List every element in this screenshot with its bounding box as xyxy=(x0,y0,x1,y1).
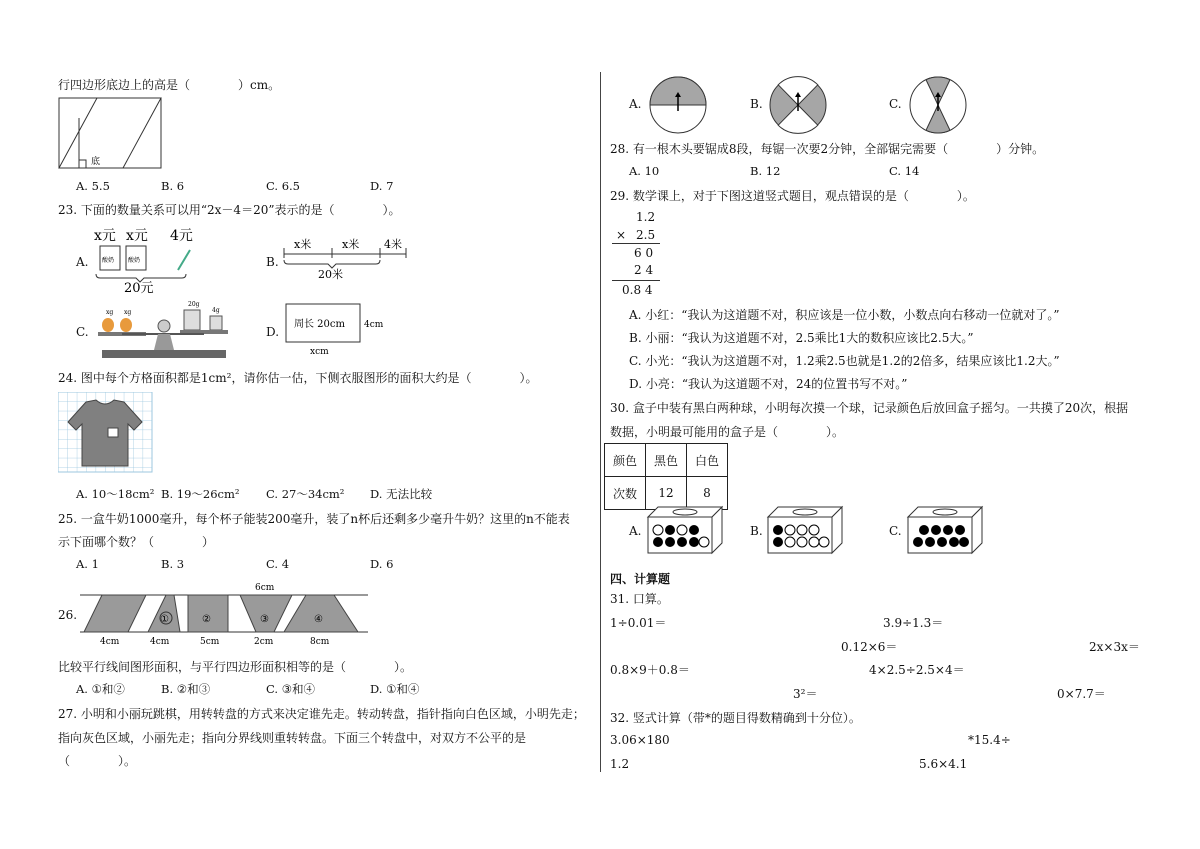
q31-item-3: 0.12×6＝ xyxy=(841,640,898,654)
svg-text:x米: x米 xyxy=(294,238,312,251)
svg-text:周长 20cm: 周长 20cm xyxy=(294,319,345,330)
q30-option-c-label[interactable]: C. xyxy=(889,524,902,538)
q23-option-a-figure xyxy=(92,226,202,294)
q28-option-b[interactable]: B. 12 xyxy=(750,164,781,178)
q27-stem-line3: （ ）。 xyxy=(58,754,137,768)
q29-option-b[interactable]: B. 小丽：“我认为这道题不对，2.5乘比1大的数积应该比2.5大。” xyxy=(629,331,974,345)
q32-item-2: *15.4÷ xyxy=(968,733,1011,747)
svg-text:x米: x米 xyxy=(342,238,360,251)
q26-option-b[interactable]: B. ②和③ xyxy=(161,682,211,696)
q30-option-a-label[interactable]: A. xyxy=(629,524,642,538)
svg-text:4cm: 4cm xyxy=(100,637,120,647)
svg-text:8cm: 8cm xyxy=(310,637,330,647)
q24-option-c[interactable]: C. 27～34cm² xyxy=(266,487,345,501)
q29-option-c[interactable]: C. 小光：“我认为这道题不对，1.2乘2.5也就是1.2的2倍多，结果应该比1.2大。” xyxy=(629,354,1060,368)
svg-text:xcm: xcm xyxy=(310,347,329,356)
q22-option-a[interactable]: A. 5.5 xyxy=(76,179,110,193)
q22-base-label: 底 xyxy=(91,157,101,167)
q28-option-a[interactable]: A. 10 xyxy=(629,164,660,178)
q25-option-d[interactable]: D. 6 xyxy=(370,557,394,571)
svg-text:5cm: 5cm xyxy=(200,637,220,647)
q27-spinner-b xyxy=(768,75,828,135)
q25-option-c[interactable]: C. 4 xyxy=(266,557,290,571)
q30-option-b-label[interactable]: B. xyxy=(750,524,763,538)
q32-title: 32. 竖式计算（带*的题目得数精确到十分位）。 xyxy=(610,711,861,725)
column-divider xyxy=(600,72,601,772)
q27-stem-line2: 指向灰色区域，小丽先走；指向分界线则重转转盘。下面三个转盘中，对双方不公平的是 xyxy=(58,731,527,745)
svg-text:xg: xg xyxy=(106,309,114,316)
q31-item-6: 4×2.5÷2.5×4＝ xyxy=(869,663,965,677)
table-cell-white-count: 8 xyxy=(687,477,728,510)
q31-item-1: 1÷0.01＝ xyxy=(610,616,667,630)
q23-option-d-label[interactable]: D. xyxy=(266,325,280,339)
q25-stem-line1: 25. 一盒牛奶1000毫升，每个杯子能装200毫升，装了n杯后还剩多少毫升牛奶？这里的n不能表 xyxy=(58,512,570,526)
table-cell-black-count: 12 xyxy=(646,477,687,510)
q27-stem-line1: 27. 小明和小丽玩跳棋，用转转盘的方式来决定谁先走。转动转盘，指针指向白色区域，小明先走； xyxy=(58,707,585,721)
svg-text:4g: 4g xyxy=(212,307,220,314)
q25-option-a[interactable]: A. 1 xyxy=(76,557,99,571)
q30-box-c xyxy=(906,505,984,555)
section-title-calculation: 四、计算题 xyxy=(610,572,671,586)
q31-item-2: 3.9÷1.3＝ xyxy=(883,616,944,630)
q29-stem: 29. 数学课上，对于下图这道竖式题目，观点错误的是（ ）。 xyxy=(610,189,975,203)
q26-number: 26. xyxy=(58,608,78,622)
svg-text:酸奶: 酸奶 xyxy=(128,257,141,264)
calc-rule-1 xyxy=(612,243,660,244)
q22-option-c[interactable]: C. 6.5 xyxy=(266,179,300,193)
q26-option-c[interactable]: C. ③和④ xyxy=(266,682,316,696)
q27-spinner-a xyxy=(648,75,708,135)
q24-option-d[interactable]: D. 无法比较 xyxy=(370,487,433,501)
svg-text:4cm: 4cm xyxy=(364,320,384,330)
table-row-label: 次数 xyxy=(605,477,646,510)
q31-item-5: 0.8×9＋0.8＝ xyxy=(610,663,690,677)
q28-option-c[interactable]: C. 14 xyxy=(889,164,920,178)
q23-stem: 23. 下面的数量关系可以用“2x－4＝20”表示的是（ ）。 xyxy=(58,203,401,217)
q30-tally-table xyxy=(604,443,728,510)
svg-text:20米: 20米 xyxy=(318,268,343,281)
svg-text:6cm: 6cm xyxy=(255,583,275,593)
q24-stem: 24. 图中每个方格面积都是1cm²，请你估一估，下侧衣服图形的面积大约是（ ）。 xyxy=(58,371,538,385)
q28-stem: 28. 有一根木头要锯成8段，每锯一次要2分钟，全部锯完需要（ ）分钟。 xyxy=(610,142,1045,156)
calc-rule-2 xyxy=(612,280,660,281)
q31-item-7: 3²＝ xyxy=(793,687,818,701)
svg-text:①: ① xyxy=(160,614,169,625)
q31-title: 31. 口算。 xyxy=(610,592,669,606)
q29-option-a[interactable]: A. 小红：“我认为这道题不对，积应该是一位小数，小数点向右移动一位就对了。” xyxy=(629,308,1060,322)
svg-text:②: ② xyxy=(202,614,211,625)
table-header-black: 黑色 xyxy=(646,444,687,477)
q22-stem: 行四边形底边上的高是（ ）cm。 xyxy=(58,78,281,92)
svg-text:20元: 20元 xyxy=(124,281,154,294)
q23-option-b-label[interactable]: B. xyxy=(266,255,279,269)
q30-box-b xyxy=(766,505,844,555)
q26-stem: 比较平行线间图形面积，与平行四边形面积相等的是（ ）。 xyxy=(58,660,413,674)
q29-option-d[interactable]: D. 小亮：“我认为这道题不对，24的位置书写不对。” xyxy=(629,377,908,391)
q22-option-b[interactable]: B. 6 xyxy=(161,179,185,193)
q32-item-4: 5.6×4.1 xyxy=(919,757,968,771)
q24-shirt-grid-figure xyxy=(58,392,154,474)
q22-option-d[interactable]: D. 7 xyxy=(370,179,394,193)
svg-text:4元: 4元 xyxy=(170,228,193,244)
q27-spinner-c xyxy=(908,75,968,135)
svg-text:④: ④ xyxy=(314,614,323,625)
q26-option-a[interactable]: A. ①和② xyxy=(76,682,125,696)
q23-option-a-label[interactable]: A. xyxy=(76,255,89,269)
q31-item-4: 2x×3x＝ xyxy=(1089,640,1140,654)
q26-parallel-shapes-figure xyxy=(80,580,370,648)
table-header-white: 白色 xyxy=(687,444,728,477)
q27-option-c-label[interactable]: C. xyxy=(889,97,902,111)
q32-item-3: 1.2 xyxy=(610,757,630,771)
q27-option-b-label[interactable]: B. xyxy=(750,97,763,111)
q23-option-d-figure xyxy=(282,302,392,356)
svg-text:xg: xg xyxy=(124,309,132,316)
svg-text:4米: 4米 xyxy=(384,238,402,251)
q26-option-d[interactable]: D. ①和④ xyxy=(370,682,420,696)
q25-stem-line2: 示下面哪个数？（ ） xyxy=(58,535,215,549)
svg-text:x元: x元 xyxy=(126,228,148,244)
q30-stem-line1: 30. 盒子中装有黑白两种球，小明每次摸一个球，记录颜色后放回盒子摇匀。一共摸了20次，根据 xyxy=(610,401,1129,415)
q23-option-c-figure xyxy=(94,298,244,362)
svg-text:③: ③ xyxy=(260,614,269,625)
q30-stem-line2: 数据，小明最可能用的盒子是（ ）。 xyxy=(610,425,845,439)
q22-parallelogram-figure xyxy=(55,96,165,172)
q30-box-a xyxy=(646,505,724,555)
svg-text:20g: 20g xyxy=(188,301,200,308)
q24-option-b[interactable]: B. 19～26cm² xyxy=(161,487,240,501)
q27-option-a-label[interactable]: A. xyxy=(629,97,642,111)
svg-text:4cm: 4cm xyxy=(150,637,170,647)
q32-item-1: 3.06×180 xyxy=(610,733,670,747)
table-header-color: 颜色 xyxy=(605,444,646,477)
q24-option-a[interactable]: A. 10～18cm² xyxy=(76,487,155,501)
q23-option-c-label[interactable]: C. xyxy=(76,325,89,339)
svg-text:x元: x元 xyxy=(94,228,116,244)
q23-option-b-figure xyxy=(282,236,408,282)
q25-option-b[interactable]: B. 3 xyxy=(161,557,185,571)
svg-text:2cm: 2cm xyxy=(254,637,274,647)
svg-text:酸奶: 酸奶 xyxy=(102,257,115,264)
q31-item-8: 0×7.7＝ xyxy=(1057,687,1106,701)
